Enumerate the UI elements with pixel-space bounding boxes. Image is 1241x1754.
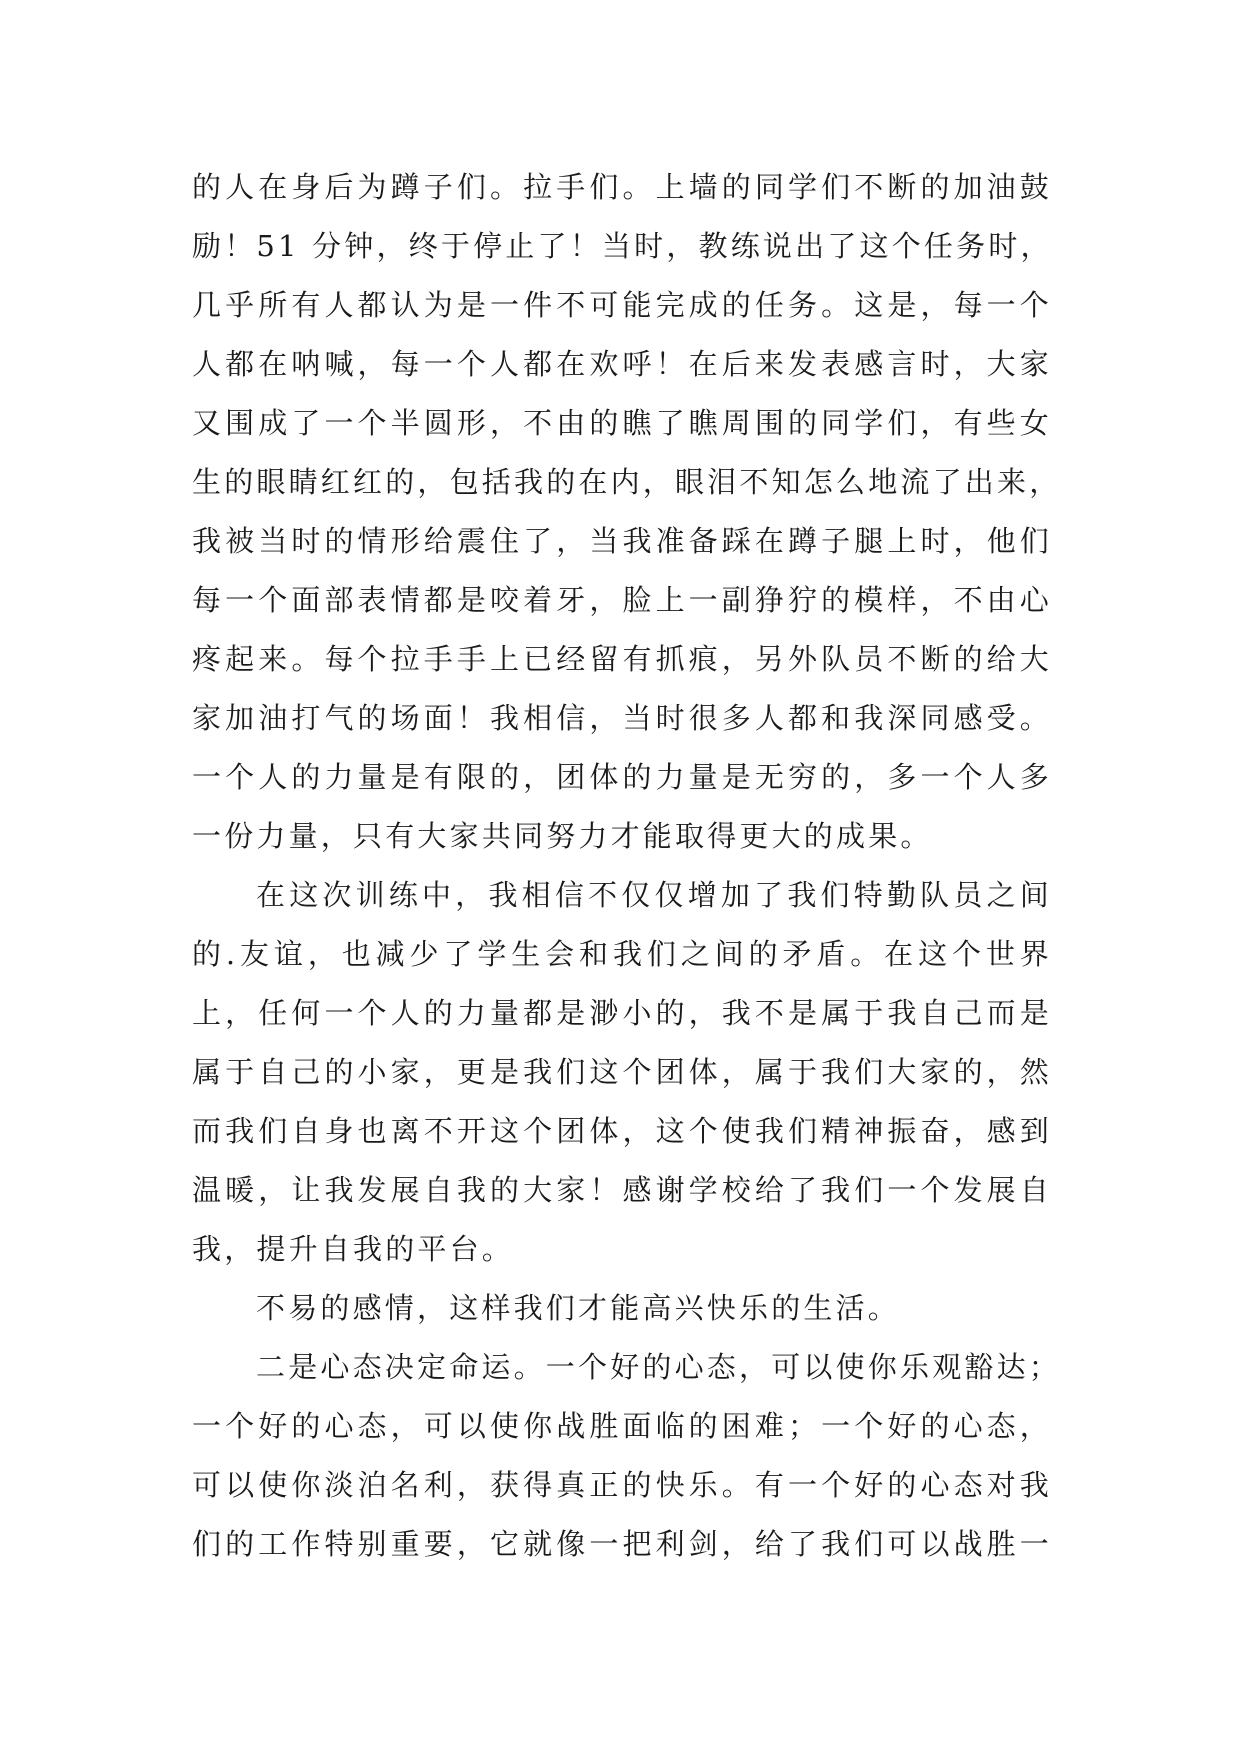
text-line: 属于自己的小家，更是我们这个团体，属于我们大家的，然	[192, 1055, 1052, 1089]
text-line: 的人在身后为蹲子们。拉手们。上墙的同学们不断的加油鼓	[192, 170, 1052, 204]
text-line: 的.友谊，也减少了学生会和我们之间的矛盾。在这个世界	[192, 937, 1052, 971]
text-line: 几乎所有人都认为是一件不可能完成的任务。这是，每一个	[192, 288, 1052, 322]
text-line: 又围成了一个半圆形，不由的瞧了瞧周围的同学们，有些女	[192, 406, 1052, 440]
text-line: 们的工作特别重要，它就像一把利剑，给了我们可以战胜一	[192, 1527, 1052, 1561]
text-line: 生的眼睛红红的，包括我的在内，眼泪不知怎么地流了出来，	[192, 465, 1062, 499]
text-line: 可以使你淡泊名利，获得真正的快乐。有一个好的心态对我	[192, 1468, 1052, 1502]
paragraph-first-line: 二是心态决定命运。一个好的心态，可以使你乐观豁达；	[256, 1350, 1062, 1384]
text-line: 家加油打气的场面！我相信，当时很多人都和我深同感受。	[192, 701, 1052, 735]
text-line: 每一个面部表情都是咬着牙，脸上一副狰狞的模样，不由心	[192, 583, 1052, 617]
text-line: 我，提升自我的平台。	[192, 1232, 515, 1266]
text-line: 一个好的心态，可以使你战胜面临的困难；一个好的心态，	[192, 1409, 1052, 1443]
text-line: 而我们自身也离不开这个团体，这个使我们精神振奋，感到	[192, 1114, 1052, 1148]
text-line: 励！51 分钟，终于停止了！当时，教练说出了这个任务时，	[192, 229, 1053, 263]
text-line: 人都在呐喊，每一个人都在欢呼！在后来发表感言时，大家	[192, 347, 1052, 381]
text-line: 一份力量，只有大家共同努力才能取得更大的成果。	[192, 819, 933, 853]
paragraph-first-line: 在这次训练中，我相信不仅仅增加了我们特勤队员之间	[256, 878, 1052, 912]
text-line: 温暖，让我发展自我的大家！感谢学校给了我们一个发展自	[192, 1173, 1052, 1207]
text-line: 一个人的力量是有限的，团体的力量是无穷的，多一个人多	[192, 760, 1052, 794]
text-line: 疼起来。每个拉手手上已经留有抓痕，另外队员不断的给大	[192, 642, 1052, 676]
text-line: 上，任何一个人的力量都是渺小的，我不是属于我自己而是	[192, 996, 1052, 1030]
paragraph-first-line: 不易的感情，这样我们才能高兴快乐的生活。	[256, 1291, 901, 1325]
document-body	[192, 158, 1062, 1574]
text-line: 我被当时的情形给震住了，当我准备踩在蹲子腿上时，他们	[192, 524, 1052, 558]
